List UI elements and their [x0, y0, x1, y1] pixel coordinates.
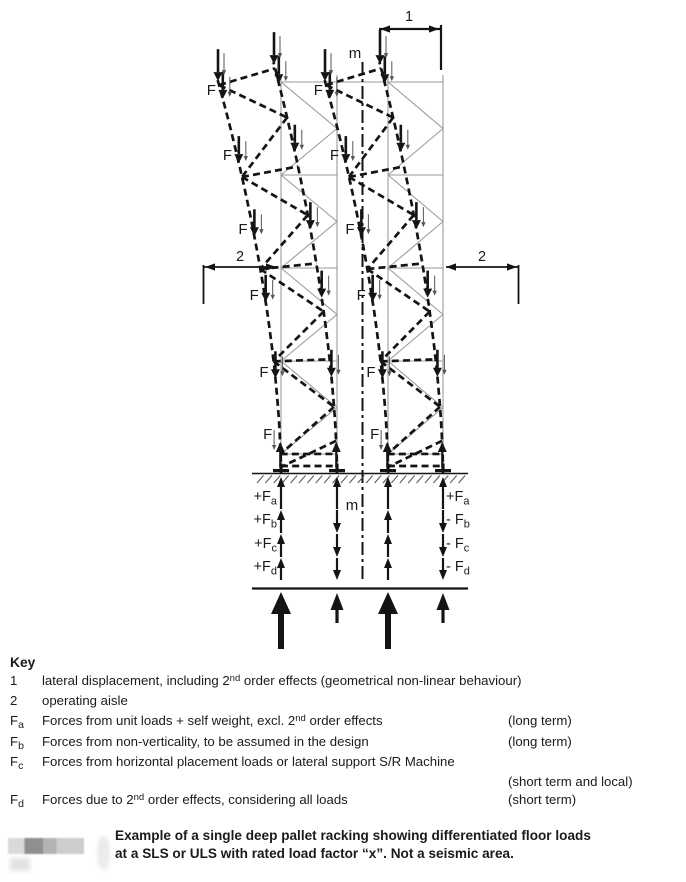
ground-hatch [366, 476, 373, 484]
ground-hatch [341, 476, 348, 484]
floor-load-label-sub: c [271, 542, 277, 555]
reference-tick-head [390, 76, 394, 81]
unit-load-arrow-head [357, 227, 366, 236]
floor-load-label-sub: d [463, 565, 470, 578]
key-text-rest: order effects (geometrical non-linear behaviour) [240, 673, 522, 688]
key-symbol-cell [10, 692, 42, 711]
force-label: F [249, 287, 259, 304]
major-reaction-arrow-head [271, 592, 291, 614]
key-rows [10, 672, 678, 811]
dim-arrowhead-left [446, 263, 456, 270]
floor-load-label-right [446, 559, 470, 578]
floor-load-label-main: - F [446, 536, 464, 552]
bracing-diagonal-deflected [349, 177, 414, 215]
floor-load-arrow-up-head [384, 558, 392, 568]
unit-load-arrow-head [412, 220, 421, 229]
floor-load-label-main: +F [254, 536, 272, 552]
unit-load-arrow-head [423, 289, 432, 298]
key-description-cell [42, 791, 508, 811]
ground-hatch [400, 476, 407, 484]
ground-hatch [257, 476, 264, 484]
reference-tick-head [351, 156, 355, 161]
key-duration-note: (long term) [508, 733, 572, 749]
key-description-cell [42, 692, 678, 712]
key-symbol-subscript: a [18, 719, 24, 732]
ground-hatch [433, 476, 440, 484]
bracing-diagonal-deflected [242, 118, 287, 177]
force-label: F [329, 147, 339, 164]
key-symbol-cell [10, 712, 42, 731]
base-plate-stem [386, 464, 389, 470]
unit-load-arrow-head [271, 369, 280, 378]
key-text-superscript: nd [133, 791, 145, 803]
floor-load-label-main: +F [446, 489, 464, 505]
key-row [10, 791, 678, 811]
key-duration-note: (short term) [508, 792, 577, 808]
key-row [10, 692, 678, 712]
force-label: F [313, 82, 323, 99]
bracing-diagonal [388, 222, 443, 269]
bracing-diagonal-deflected [260, 215, 307, 269]
key-note-cell [508, 773, 678, 791]
floor-load-label-sub: b [270, 518, 277, 531]
force-label: F [206, 82, 216, 99]
unit-load-arrow-head [317, 289, 326, 298]
reference-tick-head [259, 229, 263, 234]
force-label: F [263, 426, 273, 443]
blurred-margin-artifact [97, 836, 110, 870]
unit-load-arrow-head [368, 293, 377, 302]
reference-tick-head [421, 222, 425, 227]
ground-hatch [265, 476, 272, 484]
key-description-cell [42, 733, 508, 753]
dim2-label: 2 [477, 249, 487, 265]
key-description-cell [42, 712, 508, 732]
ground-hatch [349, 476, 356, 484]
key-text-main: Forces from unit loads + self weight, excl. 2 [42, 713, 296, 729]
reference-tick-head [300, 145, 304, 150]
ground-hatch [417, 476, 424, 484]
major-reaction-arrow-head [378, 592, 398, 614]
key-text-main: Forces from horizontal placement loads or lateral support S/R Machine [42, 753, 455, 769]
floor-load-arrow-up-head [384, 510, 392, 520]
key-symbol: 2 [10, 693, 18, 709]
force-label: F [370, 426, 380, 443]
key-duration-note: (long term) [508, 713, 572, 729]
ground-hatch [307, 476, 314, 484]
key-symbol: F [10, 713, 19, 729]
dim-arrowhead-right [266, 263, 276, 270]
bracing-diagonal [388, 315, 443, 362]
ground-hatch [299, 476, 306, 484]
ground-hatch [375, 476, 382, 484]
bracing-horizontal-deflected [326, 68, 381, 85]
key-text-rest: order effects, considering all loads [144, 792, 348, 808]
force-label: F [259, 364, 269, 381]
unit-load-arrow-head [341, 154, 350, 163]
key-symbol: F [10, 792, 19, 808]
floor-load-label-main: - F [446, 559, 464, 575]
force-label: F [222, 147, 232, 164]
key-row [10, 712, 678, 732]
ground-hatch [324, 476, 331, 484]
reference-tick-head [272, 445, 276, 450]
key-text-main: lateral displacement, including 2 [42, 673, 230, 688]
unit-load-arrow-head [218, 90, 227, 99]
key-symbol-cell [10, 791, 42, 810]
unit-load-arrow-head [250, 227, 259, 236]
unit-load-arrow-head [396, 143, 405, 152]
floor-load-label-main: - F [446, 512, 464, 528]
dim-arrowhead-right [507, 263, 517, 270]
key-duration-note: (short term and local) [508, 774, 633, 790]
ground-hatch [459, 476, 466, 484]
minor-reaction-arrow-head [331, 593, 344, 610]
key-symbol-subscript: c [18, 759, 24, 772]
floor-load-label-left [254, 536, 277, 555]
base-plate [435, 469, 451, 472]
unit-load-arrow-head [290, 143, 299, 152]
floor-load-label-sub: a [463, 495, 470, 508]
floor-load-arrow-up-head [384, 477, 392, 487]
unit-load-arrow-head [234, 154, 243, 163]
key-symbol: F [10, 733, 19, 749]
figure-caption [115, 827, 675, 862]
floor-load-label-sub: b [463, 518, 470, 531]
dim2-label: 2 [235, 249, 245, 265]
bracing-diagonal-deflected [242, 177, 308, 215]
reference-tick-head [284, 76, 288, 81]
ground-hatch [391, 476, 398, 484]
ground-hatch [282, 476, 289, 484]
floor-load-arrow-up-head [277, 510, 285, 520]
key-text-main: operating aisle [42, 693, 128, 709]
top-load-arrow-head [321, 72, 330, 81]
unit-load-arrow-head [306, 220, 315, 229]
key-symbol: F [10, 753, 19, 769]
key-description-cell [42, 753, 678, 773]
force-label: F [345, 221, 355, 238]
key-symbol-cell [10, 733, 42, 752]
dim-arrowhead-left [205, 263, 215, 270]
base-plate [329, 469, 345, 472]
floor-load-arrow-up-head [384, 534, 392, 544]
base-reaction-arrow-head [383, 442, 392, 452]
ground-hatch [408, 476, 415, 484]
key-row [10, 672, 678, 692]
reference-tick-head [366, 229, 370, 234]
floor-load-arrow-down-head [333, 547, 341, 557]
base-plate [380, 469, 396, 472]
force-label: F [366, 364, 376, 381]
floor-load-arrow-up-head [277, 558, 285, 568]
base-plate-stem [279, 464, 282, 470]
unit-load-arrow-head [327, 368, 336, 377]
unit-load-arrow-head [325, 90, 334, 99]
reference-tick-head [379, 445, 383, 450]
key-note-cell [508, 791, 678, 809]
bracing-diagonal [388, 82, 443, 129]
reference-tick-head [406, 145, 410, 150]
reference-tick-head [271, 295, 275, 300]
key-title: Key [10, 655, 36, 670]
top-load-arrow-head [214, 72, 223, 81]
bracing-diagonal-deflected [219, 85, 287, 117]
blurred-figure-label [8, 838, 84, 854]
dim-arrowhead-left [380, 25, 390, 32]
key-symbol-cell [10, 753, 42, 772]
bracing-diagonal-deflected [349, 118, 393, 177]
key-row [10, 733, 678, 753]
key-symbol-subscript: b [18, 739, 24, 752]
reference-tick-head [378, 295, 382, 300]
bracing-diagonal-deflected [367, 269, 429, 312]
floor-load-arrow-up-head [277, 534, 285, 544]
ground-hatch [316, 476, 323, 484]
bracing-horizontal-deflected [219, 68, 275, 85]
key-symbol-cell [10, 672, 42, 691]
bracing-diagonal [281, 315, 337, 362]
floor-load-label-sub: a [270, 495, 277, 508]
floor-load-label-left [254, 489, 278, 508]
caption-line-1: Example of a single deep pallet racking showing differentiated floor loads [115, 828, 591, 843]
dim-arrowhead-right [429, 25, 439, 32]
ground-hatch [425, 476, 432, 484]
key-symbol: 1 [10, 673, 18, 688]
base-plate-stem [441, 464, 444, 470]
key-row [10, 753, 678, 773]
floor-load-arrow-down-head [333, 570, 341, 580]
reference-tick-head [335, 92, 339, 97]
floor-load-label-left [254, 559, 277, 578]
blurred-artifact [10, 858, 30, 871]
floor-load-label-right [446, 536, 470, 555]
key-text-superscript: nd [229, 672, 241, 684]
floor-load-arrow-down-head [333, 523, 341, 533]
reference-tick-head [244, 156, 248, 161]
bracing-diagonal-deflected [367, 215, 413, 269]
base-reaction-arrow-head [276, 442, 285, 452]
floor-load-label-left [254, 512, 277, 531]
floor-load-label-main: +F [253, 512, 271, 528]
unit-load-arrow-head [378, 369, 387, 378]
base-plate-stem [335, 464, 338, 470]
bracing-diagonal-deflected [260, 269, 323, 312]
reference-tick-head [228, 92, 232, 97]
floor-load-arrow-up-head [333, 477, 341, 487]
bracing-diagonal-deflected [326, 85, 393, 117]
key-row [10, 773, 678, 791]
top-load-arrow-head [376, 55, 385, 64]
base-plate [273, 469, 289, 472]
minor-reaction-arrow-head [437, 593, 450, 610]
key-section [10, 653, 678, 811]
ground-hatch [291, 476, 298, 484]
unit-load-arrow-head [433, 368, 442, 377]
key-symbol-subscript: d [18, 798, 24, 811]
reference-tick-head [327, 291, 331, 296]
mass-label-top: m [348, 45, 362, 62]
ground-hatch [450, 476, 457, 484]
force-label: F [356, 287, 366, 304]
key-text-rest: order effects [305, 713, 383, 729]
key-description-cell [42, 672, 678, 692]
key-text-main: Forces from non-verticality, to be assumed in the design [42, 733, 369, 749]
key-note-cell [508, 712, 678, 730]
floor-load-label-sub: c [463, 542, 470, 555]
key-text-main: Forces due to 2 [42, 792, 134, 808]
floor-load-label-main: +F [253, 559, 271, 575]
force-label: F [238, 221, 248, 238]
top-load-arrow-head [270, 55, 279, 64]
caption-line-2: at a SLS or ULS with rated load factor “x”. Not a seismic area. [115, 845, 514, 861]
floor-load-label-main: +F [253, 489, 271, 505]
mass-label-bottom: m [345, 497, 359, 514]
unit-load-arrow-head [261, 293, 270, 302]
floor-load-label-sub: d [270, 565, 277, 578]
dim1-label: 1 [404, 9, 414, 25]
reference-tick-head [433, 291, 437, 296]
key-note-cell [508, 733, 678, 751]
reference-tick-head [315, 222, 319, 227]
floor-load-label-right [446, 489, 470, 508]
key-text-superscript: nd [295, 712, 306, 724]
floor-load-label-right [446, 512, 470, 531]
